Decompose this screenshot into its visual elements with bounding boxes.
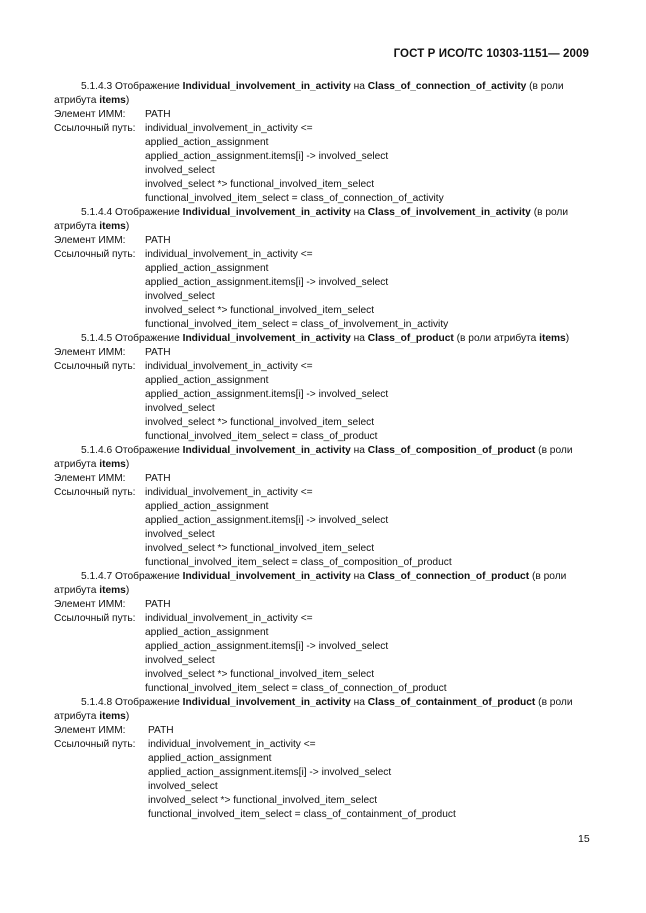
mapping-conjunction: на bbox=[353, 333, 365, 344]
path-line: involved_select *> functional_involved_item_select bbox=[145, 543, 375, 554]
role-suffix: ) bbox=[125, 95, 130, 106]
path-line: involved_select bbox=[145, 655, 215, 666]
mapping-prefix: Отображение bbox=[115, 697, 180, 708]
section-number: 5.1.4.5 bbox=[81, 333, 113, 344]
path-line: applied_action_assignment bbox=[145, 375, 269, 386]
role-prefix: (в роли атрибута bbox=[54, 207, 569, 232]
path-label: Ссылочный путь: bbox=[54, 613, 136, 624]
path-line: individual_involvement_in_activity <= bbox=[145, 361, 313, 372]
element-row bbox=[54, 108, 590, 122]
mapping-section-5-1-4-8 bbox=[54, 696, 590, 822]
path-line: individual_involvement_in_activity <= bbox=[145, 123, 313, 134]
role-prefix: (в роли атрибута bbox=[54, 445, 573, 470]
path-line: involved_select bbox=[145, 529, 215, 540]
section-number: 5.1.4.3 bbox=[81, 81, 113, 92]
path-line: involved_select *> functional_involved_item_select bbox=[148, 795, 378, 806]
path-line: involved_select bbox=[145, 403, 215, 414]
path-line: functional_involved_item_select = class_of_composition_of_product bbox=[145, 557, 452, 568]
path-line: individual_involvement_in_activity <= bbox=[145, 613, 313, 624]
path-line: individual_involvement_in_activity <= bbox=[145, 249, 313, 260]
mapping-section-5-1-4-5 bbox=[54, 332, 590, 444]
path-first-row bbox=[54, 612, 590, 626]
mapping-prefix: Отображение bbox=[115, 207, 180, 218]
target-entity: Class_of_product bbox=[367, 333, 454, 344]
attribute-name: items bbox=[99, 221, 126, 232]
element-value: PATH bbox=[145, 599, 171, 610]
role-prefix: (в роли атрибута bbox=[54, 697, 573, 722]
section-number: 5.1.4.6 bbox=[81, 445, 113, 456]
section-title bbox=[54, 570, 590, 598]
path-line: involved_select bbox=[148, 781, 218, 792]
target-entity: Class_of_containment_of_product bbox=[367, 697, 536, 708]
element-row bbox=[54, 346, 590, 360]
element-label: Элемент ИММ: bbox=[54, 109, 126, 120]
path-line: involved_select *> functional_involved_item_select bbox=[145, 179, 375, 190]
attribute-name: items bbox=[99, 711, 126, 722]
section-title bbox=[54, 206, 590, 234]
element-label: Элемент ИММ: bbox=[54, 235, 126, 246]
document-body bbox=[54, 80, 590, 822]
mapping-prefix: Отображение bbox=[115, 571, 180, 582]
source-entity: Individual_involvement_in_activity bbox=[182, 445, 351, 456]
path-line: individual_involvement_in_activity <= bbox=[148, 739, 316, 750]
path-line: applied_action_assignment bbox=[145, 627, 269, 638]
path-line: involved_select bbox=[145, 165, 215, 176]
role-suffix: ) bbox=[125, 459, 130, 470]
element-label: Элемент ИММ: bbox=[54, 347, 126, 358]
mapping-conjunction: на bbox=[353, 81, 365, 92]
path-line: applied_action_assignment bbox=[148, 753, 272, 764]
path-line: functional_involved_item_select = class_of_product bbox=[145, 431, 378, 442]
path-label: Ссылочный путь: bbox=[54, 487, 136, 498]
section-number: 5.1.4.4 bbox=[81, 207, 113, 218]
reference-path bbox=[54, 122, 590, 206]
mapping-section-5-1-4-4 bbox=[54, 206, 590, 332]
reference-path bbox=[54, 612, 590, 696]
mapping-prefix: Отображение bbox=[115, 445, 180, 456]
mapping-conjunction: на bbox=[353, 207, 365, 218]
section-title bbox=[54, 332, 590, 346]
path-first-row bbox=[54, 486, 590, 500]
section-number: 5.1.4.8 bbox=[81, 697, 113, 708]
path-line: applied_action_assignment.items[i] -> involved_select bbox=[145, 389, 389, 400]
path-line: applied_action_assignment bbox=[145, 137, 269, 148]
role-prefix: (в роли атрибута bbox=[54, 81, 564, 106]
element-value: PATH bbox=[145, 109, 171, 120]
path-first-row bbox=[54, 248, 590, 262]
reference-path bbox=[54, 486, 590, 570]
target-entity: Class_of_connection_of_product bbox=[367, 571, 530, 582]
section-title bbox=[54, 444, 590, 472]
element-value: PATH bbox=[145, 473, 171, 484]
path-line: involved_select *> functional_involved_item_select bbox=[145, 417, 375, 428]
path-line: applied_action_assignment bbox=[145, 263, 269, 274]
role-suffix: ) bbox=[125, 585, 130, 596]
attribute-name: items bbox=[99, 95, 126, 106]
attribute-name: items bbox=[99, 459, 126, 470]
path-line: involved_select *> functional_involved_item_select bbox=[145, 305, 375, 316]
path-label: Ссылочный путь: bbox=[54, 249, 136, 260]
source-entity: Individual_involvement_in_activity bbox=[182, 81, 351, 92]
mapping-prefix: Отображение bbox=[115, 81, 180, 92]
path-line: applied_action_assignment.items[i] -> involved_select bbox=[145, 641, 389, 652]
mapping-conjunction: на bbox=[353, 445, 365, 456]
element-row bbox=[54, 598, 590, 612]
role-prefix: (в роли атрибута bbox=[54, 571, 567, 596]
target-entity: Class_of_composition_of_product bbox=[367, 445, 536, 456]
element-label: Элемент ИММ: bbox=[54, 599, 126, 610]
path-line: applied_action_assignment.items[i] -> involved_select bbox=[148, 767, 392, 778]
path-first-row bbox=[54, 360, 590, 374]
path-line: functional_involved_item_select = class_of_connection_of_product bbox=[145, 683, 447, 694]
role-suffix: ) bbox=[125, 221, 130, 232]
element-row bbox=[54, 472, 590, 486]
section-number: 5.1.4.7 bbox=[81, 571, 113, 582]
source-entity: Individual_involvement_in_activity bbox=[182, 571, 351, 582]
reference-path bbox=[54, 248, 590, 332]
path-line: functional_involved_item_select = class_of_connection_of_activity bbox=[145, 193, 444, 204]
path-line: involved_select bbox=[145, 291, 215, 302]
target-entity: Class_of_connection_of_activity bbox=[367, 81, 527, 92]
path-line: applied_action_assignment.items[i] -> involved_select bbox=[145, 277, 389, 288]
mapping-conjunction: на bbox=[353, 571, 365, 582]
source-entity: Individual_involvement_in_activity bbox=[182, 333, 351, 344]
source-entity: Individual_involvement_in_activity bbox=[182, 207, 351, 218]
section-title bbox=[54, 696, 590, 724]
path-label: Ссылочный путь: bbox=[54, 361, 136, 372]
reference-path bbox=[54, 360, 590, 444]
attribute-name: items bbox=[99, 585, 126, 596]
path-line: applied_action_assignment.items[i] -> involved_select bbox=[145, 151, 389, 162]
mapping-section-5-1-4-7 bbox=[54, 570, 590, 696]
path-first-row bbox=[54, 738, 590, 752]
role-suffix: ) bbox=[125, 711, 130, 722]
element-label: Элемент ИММ: bbox=[54, 725, 126, 736]
path-first-row bbox=[54, 122, 590, 136]
target-entity: Class_of_involvement_in_activity bbox=[367, 207, 531, 218]
path-line: functional_involved_item_select = class_of_involvement_in_activity bbox=[145, 319, 449, 330]
path-line: functional_involved_item_select = class_of_containment_of_product bbox=[148, 809, 456, 820]
page-number: 15 bbox=[578, 833, 590, 845]
element-value: PATH bbox=[148, 725, 174, 736]
mapping-prefix: Отображение bbox=[115, 333, 180, 344]
section-title bbox=[54, 80, 590, 108]
element-value: PATH bbox=[145, 235, 171, 246]
path-line: individual_involvement_in_activity <= bbox=[145, 487, 313, 498]
element-row bbox=[54, 724, 590, 738]
role-suffix: ) bbox=[565, 333, 570, 344]
attribute-name: items bbox=[539, 333, 566, 344]
element-value: PATH bbox=[145, 347, 171, 358]
mapping-section-5-1-4-3 bbox=[54, 80, 590, 206]
reference-path bbox=[54, 738, 590, 822]
path-label: Ссылочный путь: bbox=[54, 123, 136, 134]
path-label: Ссылочный путь: bbox=[54, 739, 136, 750]
path-line: applied_action_assignment bbox=[145, 501, 269, 512]
mapping-conjunction: на bbox=[353, 697, 365, 708]
path-line: applied_action_assignment.items[i] -> involved_select bbox=[145, 515, 389, 526]
path-line: involved_select *> functional_involved_item_select bbox=[145, 669, 375, 680]
source-entity: Individual_involvement_in_activity bbox=[182, 697, 351, 708]
element-row bbox=[54, 234, 590, 248]
document-code-header: ГОСТ Р ИСО/ТС 10303-1151— 2009 bbox=[393, 48, 589, 60]
role-prefix: (в роли атрибута bbox=[456, 333, 537, 344]
element-label: Элемент ИММ: bbox=[54, 473, 126, 484]
mapping-section-5-1-4-6 bbox=[54, 444, 590, 570]
